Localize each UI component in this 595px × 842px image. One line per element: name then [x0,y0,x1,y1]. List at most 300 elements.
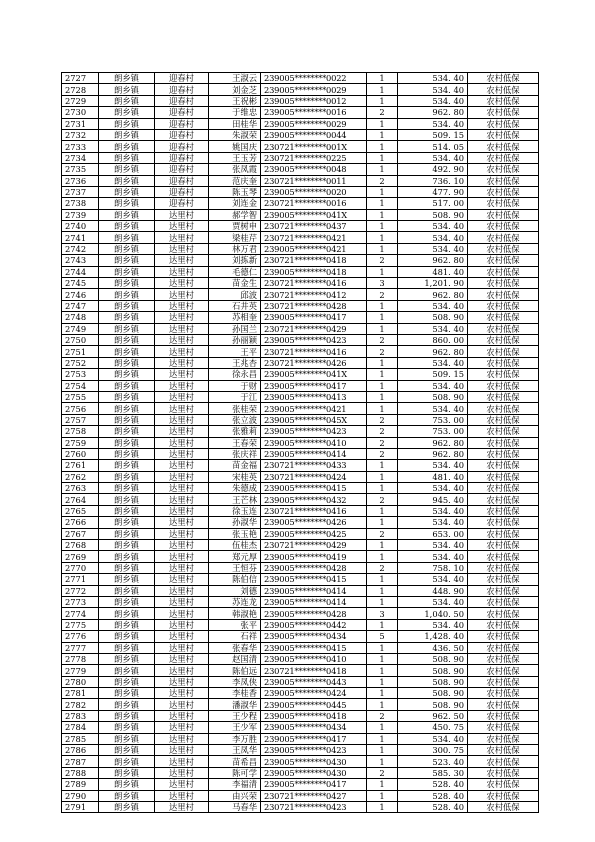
township-cell: 朗乡镇 [99,642,155,653]
table-row [62,107,539,118]
name-cell: 于财 [209,380,261,391]
id-number-cell: 239005********0417 [261,312,367,323]
household-size-cell: 2 [367,289,398,300]
township-cell: 朗乡镇 [99,790,155,801]
village-cell: 达里村 [155,585,209,596]
township-cell: 朗乡镇 [99,562,155,573]
assistance-type-cell: 农村低保 [468,653,539,664]
row-number-cell: 2765 [62,505,99,516]
township-cell: 朗乡镇 [99,802,155,813]
id-number-cell: 230721********0416 [261,346,367,357]
household-size-cell: 1 [367,802,398,813]
table-row [62,414,539,425]
village-cell: 达里村 [155,494,209,505]
township-cell: 朗乡镇 [99,152,155,163]
village-cell: 达里村 [155,369,209,380]
assistance-type-cell: 农村低保 [468,619,539,630]
row-number-cell: 2736 [62,175,99,186]
assistance-type-cell: 农村低保 [468,779,539,790]
amount-cell: 962. 80 [398,107,468,118]
row-number-cell: 2789 [62,779,99,790]
row-number-cell: 2764 [62,494,99,505]
village-cell: 达里村 [155,790,209,801]
village-cell: 达里村 [155,380,209,391]
amount-cell: 1,428. 40 [398,631,468,642]
village-cell: 达里村 [155,448,209,459]
township-cell: 朗乡镇 [99,733,155,744]
name-cell: 苏相奎 [209,312,261,323]
village-cell: 达里村 [155,631,209,642]
row-number-cell: 2778 [62,653,99,664]
table-row [62,745,539,756]
id-number-cell: 239005********0428 [261,562,367,573]
row-number-cell: 2758 [62,426,99,437]
township-cell: 朗乡镇 [99,608,155,619]
household-size-cell: 1 [367,73,398,84]
row-number-cell: 2782 [62,699,99,710]
assistance-type-cell: 农村低保 [468,278,539,289]
assistance-type-cell: 农村低保 [468,221,539,232]
township-cell: 朗乡镇 [99,710,155,721]
village-cell: 达里村 [155,221,209,232]
name-cell: 石祥 [209,631,261,642]
row-number-cell: 2759 [62,437,99,448]
table-row [62,790,539,801]
id-number-cell: 230721********0225 [261,152,367,163]
table-row [62,243,539,254]
township-cell: 朗乡镇 [99,198,155,209]
name-cell: 田桂华 [209,118,261,129]
household-size-cell: 1 [367,243,398,254]
table-row [62,357,539,368]
id-number-cell: 239005********0016 [261,107,367,118]
name-cell: 张凤霞 [209,164,261,175]
table-row [62,448,539,459]
name-cell: 张春华 [209,642,261,653]
table-row [62,494,539,505]
township-cell: 朗乡镇 [99,289,155,300]
name-cell: 贾树申 [209,221,261,232]
row-number-cell: 2739 [62,209,99,220]
table-row [62,232,539,243]
household-size-cell: 3 [367,278,398,289]
assistance-type-cell: 农村低保 [468,380,539,391]
amount-cell: 534. 40 [398,505,468,516]
name-cell: 苗金生 [209,278,261,289]
row-number-cell: 2784 [62,722,99,733]
household-size-cell: 2 [367,528,398,539]
row-number-cell: 2740 [62,221,99,232]
name-cell: 赵国清 [209,653,261,664]
township-cell: 朗乡镇 [99,551,155,562]
id-number-cell: 230721********0412 [261,289,367,300]
village-cell: 达里村 [155,471,209,482]
row-number-cell: 2741 [62,232,99,243]
township-cell: 朗乡镇 [99,574,155,585]
name-cell: 郝学智 [209,209,261,220]
amount-cell: 585. 30 [398,767,468,778]
village-cell: 达里村 [155,562,209,573]
id-number-cell: 239005********0048 [261,164,367,175]
assistance-type-cell: 农村低保 [468,164,539,175]
household-size-cell: 1 [367,118,398,129]
assistance-type-cell: 农村低保 [468,699,539,710]
village-cell: 达里村 [155,699,209,710]
name-cell: 刘德 [209,585,261,596]
household-size-cell: 1 [367,676,398,687]
village-cell: 迎春村 [155,164,209,175]
id-number-cell: 230721********0016 [261,198,367,209]
row-number-cell: 2766 [62,517,99,528]
table-row [62,391,539,402]
row-number-cell: 2752 [62,357,99,368]
amount-cell: 534. 40 [398,517,468,528]
row-number-cell: 2763 [62,483,99,494]
table-row [62,733,539,744]
household-size-cell: 1 [367,221,398,232]
township-cell: 朗乡镇 [99,84,155,95]
household-size-cell: 5 [367,631,398,642]
village-cell: 达里村 [155,414,209,425]
row-number-cell: 2747 [62,300,99,311]
id-number-cell: 230721********0421 [261,232,367,243]
amount-cell: 962. 80 [398,448,468,459]
household-size-cell: 1 [367,164,398,175]
assistance-type-cell: 农村低保 [468,118,539,129]
township-cell: 朗乡镇 [99,175,155,186]
household-size-cell: 1 [367,369,398,380]
row-number-cell: 2744 [62,266,99,277]
table-row [62,483,539,494]
amount-cell: 508. 90 [398,653,468,664]
table-row [62,300,539,311]
village-cell: 达里村 [155,346,209,357]
assistance-type-cell: 农村低保 [468,129,539,140]
village-cell: 迎春村 [155,95,209,106]
township-cell: 朗乡镇 [99,460,155,471]
table-row [62,164,539,175]
village-cell: 达里村 [155,403,209,414]
township-cell: 朗乡镇 [99,323,155,334]
id-number-cell: 239005********0044 [261,129,367,140]
household-size-cell: 2 [367,107,398,118]
table-row [62,380,539,391]
id-number-cell: 230721********0433 [261,460,367,471]
household-size-cell: 1 [367,585,398,596]
assistance-type-cell: 农村低保 [468,676,539,687]
amount-cell: 534. 40 [398,551,468,562]
row-number-cell: 2787 [62,756,99,767]
row-number-cell: 2770 [62,562,99,573]
table-row [62,722,539,733]
id-number-cell: 239005********0434 [261,722,367,733]
household-size-cell: 2 [367,175,398,186]
amount-cell: 534. 40 [398,574,468,585]
id-number-cell: 239005********0421 [261,403,367,414]
table-row [62,767,539,778]
table-row [62,209,539,220]
village-cell: 达里村 [155,334,209,345]
village-cell: 达里村 [155,665,209,676]
id-number-cell: 230721********0426 [261,357,367,368]
assistance-type-cell: 农村低保 [468,631,539,642]
township-cell: 朗乡镇 [99,596,155,607]
name-cell: 姚国庆 [209,141,261,152]
amount-cell: 534. 40 [398,460,468,471]
village-cell: 迎春村 [155,152,209,163]
amount-cell: 508. 90 [398,688,468,699]
id-number-cell: 230721********0429 [261,540,367,551]
name-cell: 王玉芳 [209,152,261,163]
table-row [62,665,539,676]
household-size-cell: 1 [367,756,398,767]
assistance-type-cell: 农村低保 [468,323,539,334]
amount-cell: 534. 40 [398,357,468,368]
name-cell: 潘淑华 [209,699,261,710]
assistance-type-cell: 农村低保 [468,665,539,676]
id-number-cell: 230721********0429 [261,323,367,334]
village-cell: 达里村 [155,243,209,254]
name-cell: 刘金芝 [209,84,261,95]
row-number-cell: 2743 [62,255,99,266]
assistance-type-cell: 农村低保 [468,266,539,277]
household-size-cell: 3 [367,608,398,619]
table-row [62,619,539,630]
township-cell: 朗乡镇 [99,426,155,437]
table-row [62,84,539,95]
amount-cell: 517. 00 [398,198,468,209]
amount-cell: 448. 90 [398,585,468,596]
village-cell: 达里村 [155,323,209,334]
row-number-cell: 2760 [62,448,99,459]
id-number-cell: 239005********0424 [261,688,367,699]
row-number-cell: 2753 [62,369,99,380]
assistance-type-cell: 农村低保 [468,369,539,380]
household-size-cell: 1 [367,745,398,756]
row-number-cell: 2781 [62,688,99,699]
id-number-cell: 239005********0415 [261,642,367,653]
assistance-type-cell: 农村低保 [468,198,539,209]
table-row [62,471,539,482]
village-cell: 迎春村 [155,198,209,209]
row-number-cell: 2786 [62,745,99,756]
id-number-cell: 230721********0418 [261,255,367,266]
name-cell: 张庆祥 [209,448,261,459]
name-cell: 王淑云 [209,73,261,84]
id-number-cell: 230721********0423 [261,802,367,813]
assistance-type-cell: 农村低保 [468,300,539,311]
amount-cell: 962. 50 [398,710,468,721]
assistance-type-cell: 农村低保 [468,460,539,471]
name-cell: 徐永昌 [209,369,261,380]
table-row [62,528,539,539]
name-cell: 范庆奎 [209,175,261,186]
name-cell: 王祝彬 [209,95,261,106]
name-cell: 张雅莉 [209,426,261,437]
table-row [62,198,539,209]
id-number-cell: 239005********0419 [261,551,367,562]
table-row [62,312,539,323]
table-row [62,574,539,585]
assistance-type-cell: 农村低保 [468,790,539,801]
household-size-cell: 2 [367,767,398,778]
village-cell: 达里村 [155,266,209,277]
row-number-cell: 2749 [62,323,99,334]
village-cell: 迎春村 [155,141,209,152]
village-cell: 迎春村 [155,175,209,186]
row-number-cell: 2761 [62,460,99,471]
amount-cell: 753. 00 [398,414,468,425]
table-row [62,756,539,767]
name-cell: 由兴荣 [209,790,261,801]
amount-cell: 481. 40 [398,266,468,277]
id-number-cell: 239005********0417 [261,733,367,744]
township-cell: 朗乡镇 [99,494,155,505]
table-row [62,255,539,266]
row-number-cell: 2730 [62,107,99,118]
amount-cell: 860. 00 [398,334,468,345]
row-number-cell: 2746 [62,289,99,300]
village-cell: 达里村 [155,619,209,630]
village-cell: 达里村 [155,608,209,619]
amount-cell: 534. 40 [398,596,468,607]
id-number-cell: 239005********0418 [261,266,367,277]
township-cell: 朗乡镇 [99,676,155,687]
village-cell: 达里村 [155,255,209,266]
household-size-cell: 1 [367,152,398,163]
household-size-cell: 1 [367,129,398,140]
amount-cell: 534. 40 [398,221,468,232]
township-cell: 朗乡镇 [99,699,155,710]
amount-cell: 534. 40 [398,619,468,630]
name-cell: 林万君 [209,243,261,254]
household-size-cell: 1 [367,266,398,277]
village-cell: 达里村 [155,642,209,653]
name-cell: 苗希昌 [209,756,261,767]
township-cell: 朗乡镇 [99,95,155,106]
assistance-type-cell: 农村低保 [468,73,539,84]
township-cell: 朗乡镇 [99,437,155,448]
table-row [62,642,539,653]
household-size-cell: 1 [367,540,398,551]
table-body [62,73,539,813]
household-size-cell: 1 [367,232,398,243]
township-cell: 朗乡镇 [99,619,155,630]
name-cell: 郑元厚 [209,551,261,562]
amount-cell: 528. 40 [398,779,468,790]
amount-cell: 962. 80 [398,289,468,300]
name-cell: 陈可学 [209,767,261,778]
amount-cell: 653. 00 [398,528,468,539]
row-number-cell: 2738 [62,198,99,209]
table-row [62,95,539,106]
household-size-cell: 1 [367,733,398,744]
name-cell: 王少程 [209,710,261,721]
assistance-type-cell: 农村低保 [468,141,539,152]
amount-cell: 436. 50 [398,642,468,653]
township-cell: 朗乡镇 [99,505,155,516]
village-cell: 达里村 [155,710,209,721]
assistance-type-cell: 农村低保 [468,289,539,300]
assistance-type-cell: 农村低保 [468,209,539,220]
id-number-cell: 239005********0413 [261,391,367,402]
household-size-cell: 1 [367,357,398,368]
name-cell: 邱波 [209,289,261,300]
name-cell: 张立波 [209,414,261,425]
table-row [62,403,539,414]
assistance-type-cell: 农村低保 [468,688,539,699]
household-size-cell: 1 [367,505,398,516]
township-cell: 朗乡镇 [99,631,155,642]
village-cell: 达里村 [155,426,209,437]
table-row [62,175,539,186]
row-number-cell: 2732 [62,129,99,140]
household-size-cell: 2 [367,437,398,448]
row-number-cell: 2755 [62,391,99,402]
id-number-cell: 239005********0445 [261,699,367,710]
id-number-cell: 239005********0417 [261,779,367,790]
row-number-cell: 2742 [62,243,99,254]
township-cell: 朗乡镇 [99,334,155,345]
assistance-type-cell: 农村低保 [468,414,539,425]
name-cell: 李福清 [209,779,261,790]
id-number-cell: 239005********0426 [261,517,367,528]
table-row [62,334,539,345]
assistance-type-cell: 农村低保 [468,243,539,254]
id-number-cell: 230721********001X [261,141,367,152]
assistance-type-cell: 农村低保 [468,608,539,619]
township-cell: 朗乡镇 [99,665,155,676]
id-number-cell: 230721********0427 [261,790,367,801]
row-number-cell: 2772 [62,585,99,596]
table-row [62,699,539,710]
assistance-type-cell: 农村低保 [468,426,539,437]
township-cell: 朗乡镇 [99,209,155,220]
id-number-cell: 230721********0416 [261,278,367,289]
id-number-cell: 230721********0424 [261,471,367,482]
household-size-cell: 1 [367,95,398,106]
township-cell: 朗乡镇 [99,380,155,391]
row-number-cell: 2791 [62,802,99,813]
township-cell: 朗乡镇 [99,141,155,152]
amount-cell: 534. 40 [398,232,468,243]
row-number-cell: 2776 [62,631,99,642]
table-row [62,129,539,140]
id-number-cell: 239005********0022 [261,73,367,84]
row-number-cell: 2750 [62,334,99,345]
amount-cell: 509. 15 [398,129,468,140]
row-number-cell: 2790 [62,790,99,801]
township-cell: 朗乡镇 [99,688,155,699]
household-size-cell: 2 [367,255,398,266]
id-number-cell: 239005********0430 [261,756,367,767]
township-cell: 朗乡镇 [99,346,155,357]
name-cell: 孙国兰 [209,323,261,334]
table-row [62,688,539,699]
amount-cell: 450. 75 [398,722,468,733]
name-cell: 苗金福 [209,460,261,471]
amount-cell: 508. 90 [398,209,468,220]
village-cell: 达里村 [155,517,209,528]
village-cell: 达里村 [155,756,209,767]
township-cell: 朗乡镇 [99,118,155,129]
amount-cell: 945. 40 [398,494,468,505]
row-number-cell: 2734 [62,152,99,163]
id-number-cell: 239005********0414 [261,448,367,459]
row-number-cell: 2733 [62,141,99,152]
name-cell: 韩淑艳 [209,608,261,619]
id-number-cell: 239005********0414 [261,585,367,596]
